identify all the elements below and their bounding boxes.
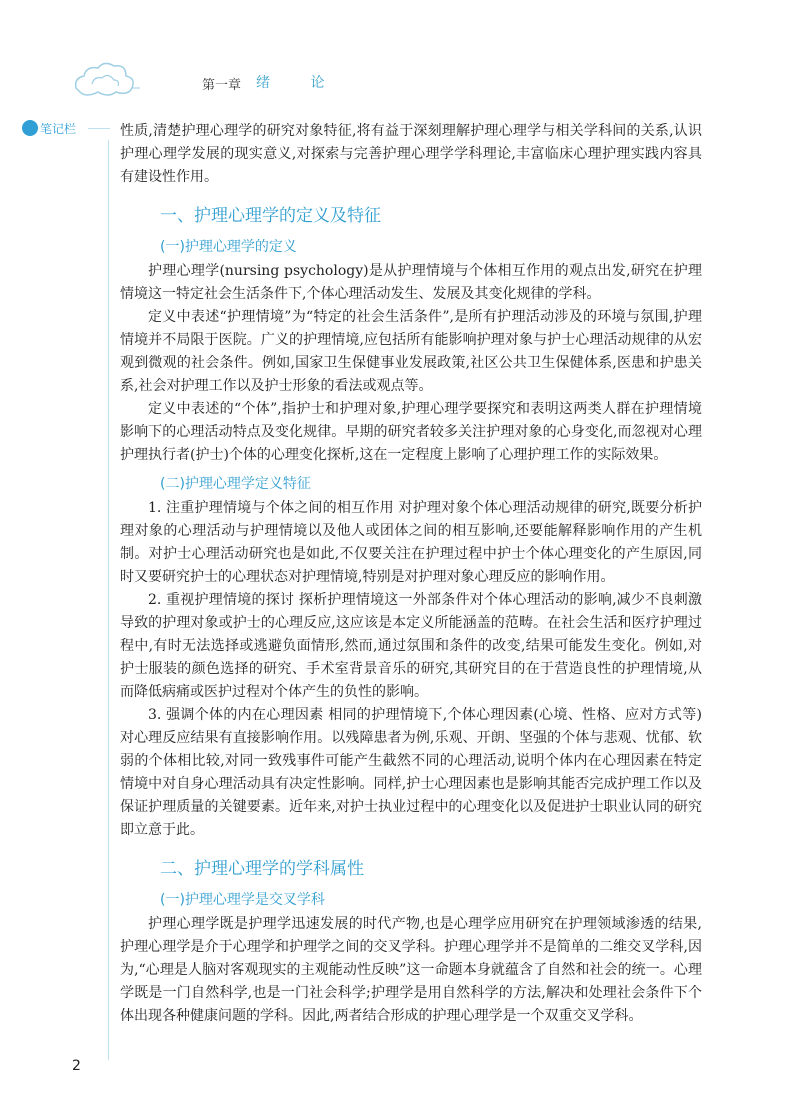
page-number: 2: [72, 1058, 81, 1074]
paragraph: 护理心理学(nursing psychology)是从护理情境与个体相互作用的观点出发,研究在护理情境这一特定社会生活条件下,个体心理活动发生、发展及其变化规律的学科。: [120, 263, 702, 302]
page-body: [120, 120, 702, 1028]
paragraph: 护理心理学既是护理学迅速发展的时代产物,也是心理学应用研究在护理领域渗透的结果,护理心理学是介于心理学和护理学之间的交叉学科。护理心理学并不是简单的二维交叉学科,因为,“心理是人脑对客观现实的主观能动性反映”这一命题本身就蕴含了自然和社会的统一。心理学既是一门自然科学,也是一门社会科学;护理学是用自然科学的方法,解决和处理社会条件下个体出现各种健康问题的学科。因此,两者结合形成的护理心理学是一个双重交叉学科。: [120, 916, 702, 1024]
chapter-number: 第一章: [202, 78, 242, 93]
page-header: [72, 58, 772, 102]
note-label: 笔记栏: [40, 122, 77, 136]
intro-paragraph: 性质,清楚护理心理学的研究对象特征,将有益于深刻理解护理心理学与相关学科间的关系,认识护理心理学发展的现实意义,对探索与完善护理心理学学科理论,丰富临床心理护理实践内容具有建设性作用。: [120, 123, 702, 185]
section-heading-2: 二、护理心理学的学科属性: [160, 859, 364, 879]
notes-column-divider: [108, 140, 109, 1060]
paragraph: 2. 重视护理情境的探讨 探析护理情境这一外部条件对个体心理活动的影响,减少不良刺激导致的护理对象或护士的心理反应,这应该是本定义所能涵盖的范畴。在社会生活和医疗护理过程中,有时无法选择或逃避负面情形,然而,通过氛围和条件的改变,结果可能发生变化。例如,对护士服装的颜色选择的研究、手术室背景音乐的研究,其研究目的在于营造良性的护理情境,从而降低病痛或医护过程对个体产生的负性的影响。: [120, 592, 702, 700]
paragraph: 1. 注重护理情境与个体之间的相互作用 对护理对象个体心理活动规律的研究,既要分析护理对象的心理活动与护理情境以及他人或团体之间的相互影响,还要能解释影响作用的产生机制。对护士心理活动研究也是如此,不仅要关注在护理过程中护士个体心理变化的产生原因,同时又要研究护士的心理状态对护理情境,特别是对护理对象心理反应的影响作用。: [120, 500, 702, 585]
chapter-title: 绪 论: [256, 75, 343, 91]
subsection-heading-1: (一)护理心理学的定义: [160, 239, 297, 255]
notes-rule-top: [88, 128, 110, 129]
section-heading-1: 一、护理心理学的定义及特征: [160, 206, 381, 226]
cloud-ornament-icon: [72, 58, 140, 102]
paragraph: 定义中表述的“个体”,指护士和护理对象,护理心理学要探究和表明这两类人群在护理情境影响下的心理活动特点及变化规律。早期的研究者较多关注护理对象的心身变化,而忽视对心理护理执行者(护士)个体的心理变化探析,这在一定程度上影响了心理护理工作的实际效果。: [120, 401, 702, 463]
note-pen-icon: [22, 120, 38, 136]
paragraph: 3. 强调个体的内在心理因素 相同的护理情境下,个体心理因素(心境、性格、应对方式等)对心理反应结果有直接影响作用。以残障患者为例,乐观、开朗、坚强的个体与悲观、忧郁、软弱的个体相比较,对同一致残事件可能产生截然不同的心理活动,说明个体内在心理因素在特定情境中对自身心理活动具有决定性影响。同样,护士心理因素也是影响其能否完成护理工作以及保证护理质量的关键要素。近年来,对护士执业过程中的心理变化以及促进护士职业认同的研究即立意于此。: [120, 707, 702, 838]
subsection-heading-3: (一)护理心理学是交叉学科: [160, 892, 325, 908]
subsection-heading-2: (二)护理心理学定义特征: [160, 476, 311, 492]
paragraph: 定义中表述“护理情境”为“特定的社会生活条件”,是所有护理活动涉及的环境与氛围,护理情境并不局限于医院。广义的护理情境,应包括所有能影响护理对象与护士心理活动规律的从宏观到微观的社会条件。例如,国家卫生保健事业发展政策,社区公共卫生保健体系,医患和护患关系,社会对护理工作以及护士形象的看法或观点等。: [120, 309, 702, 394]
